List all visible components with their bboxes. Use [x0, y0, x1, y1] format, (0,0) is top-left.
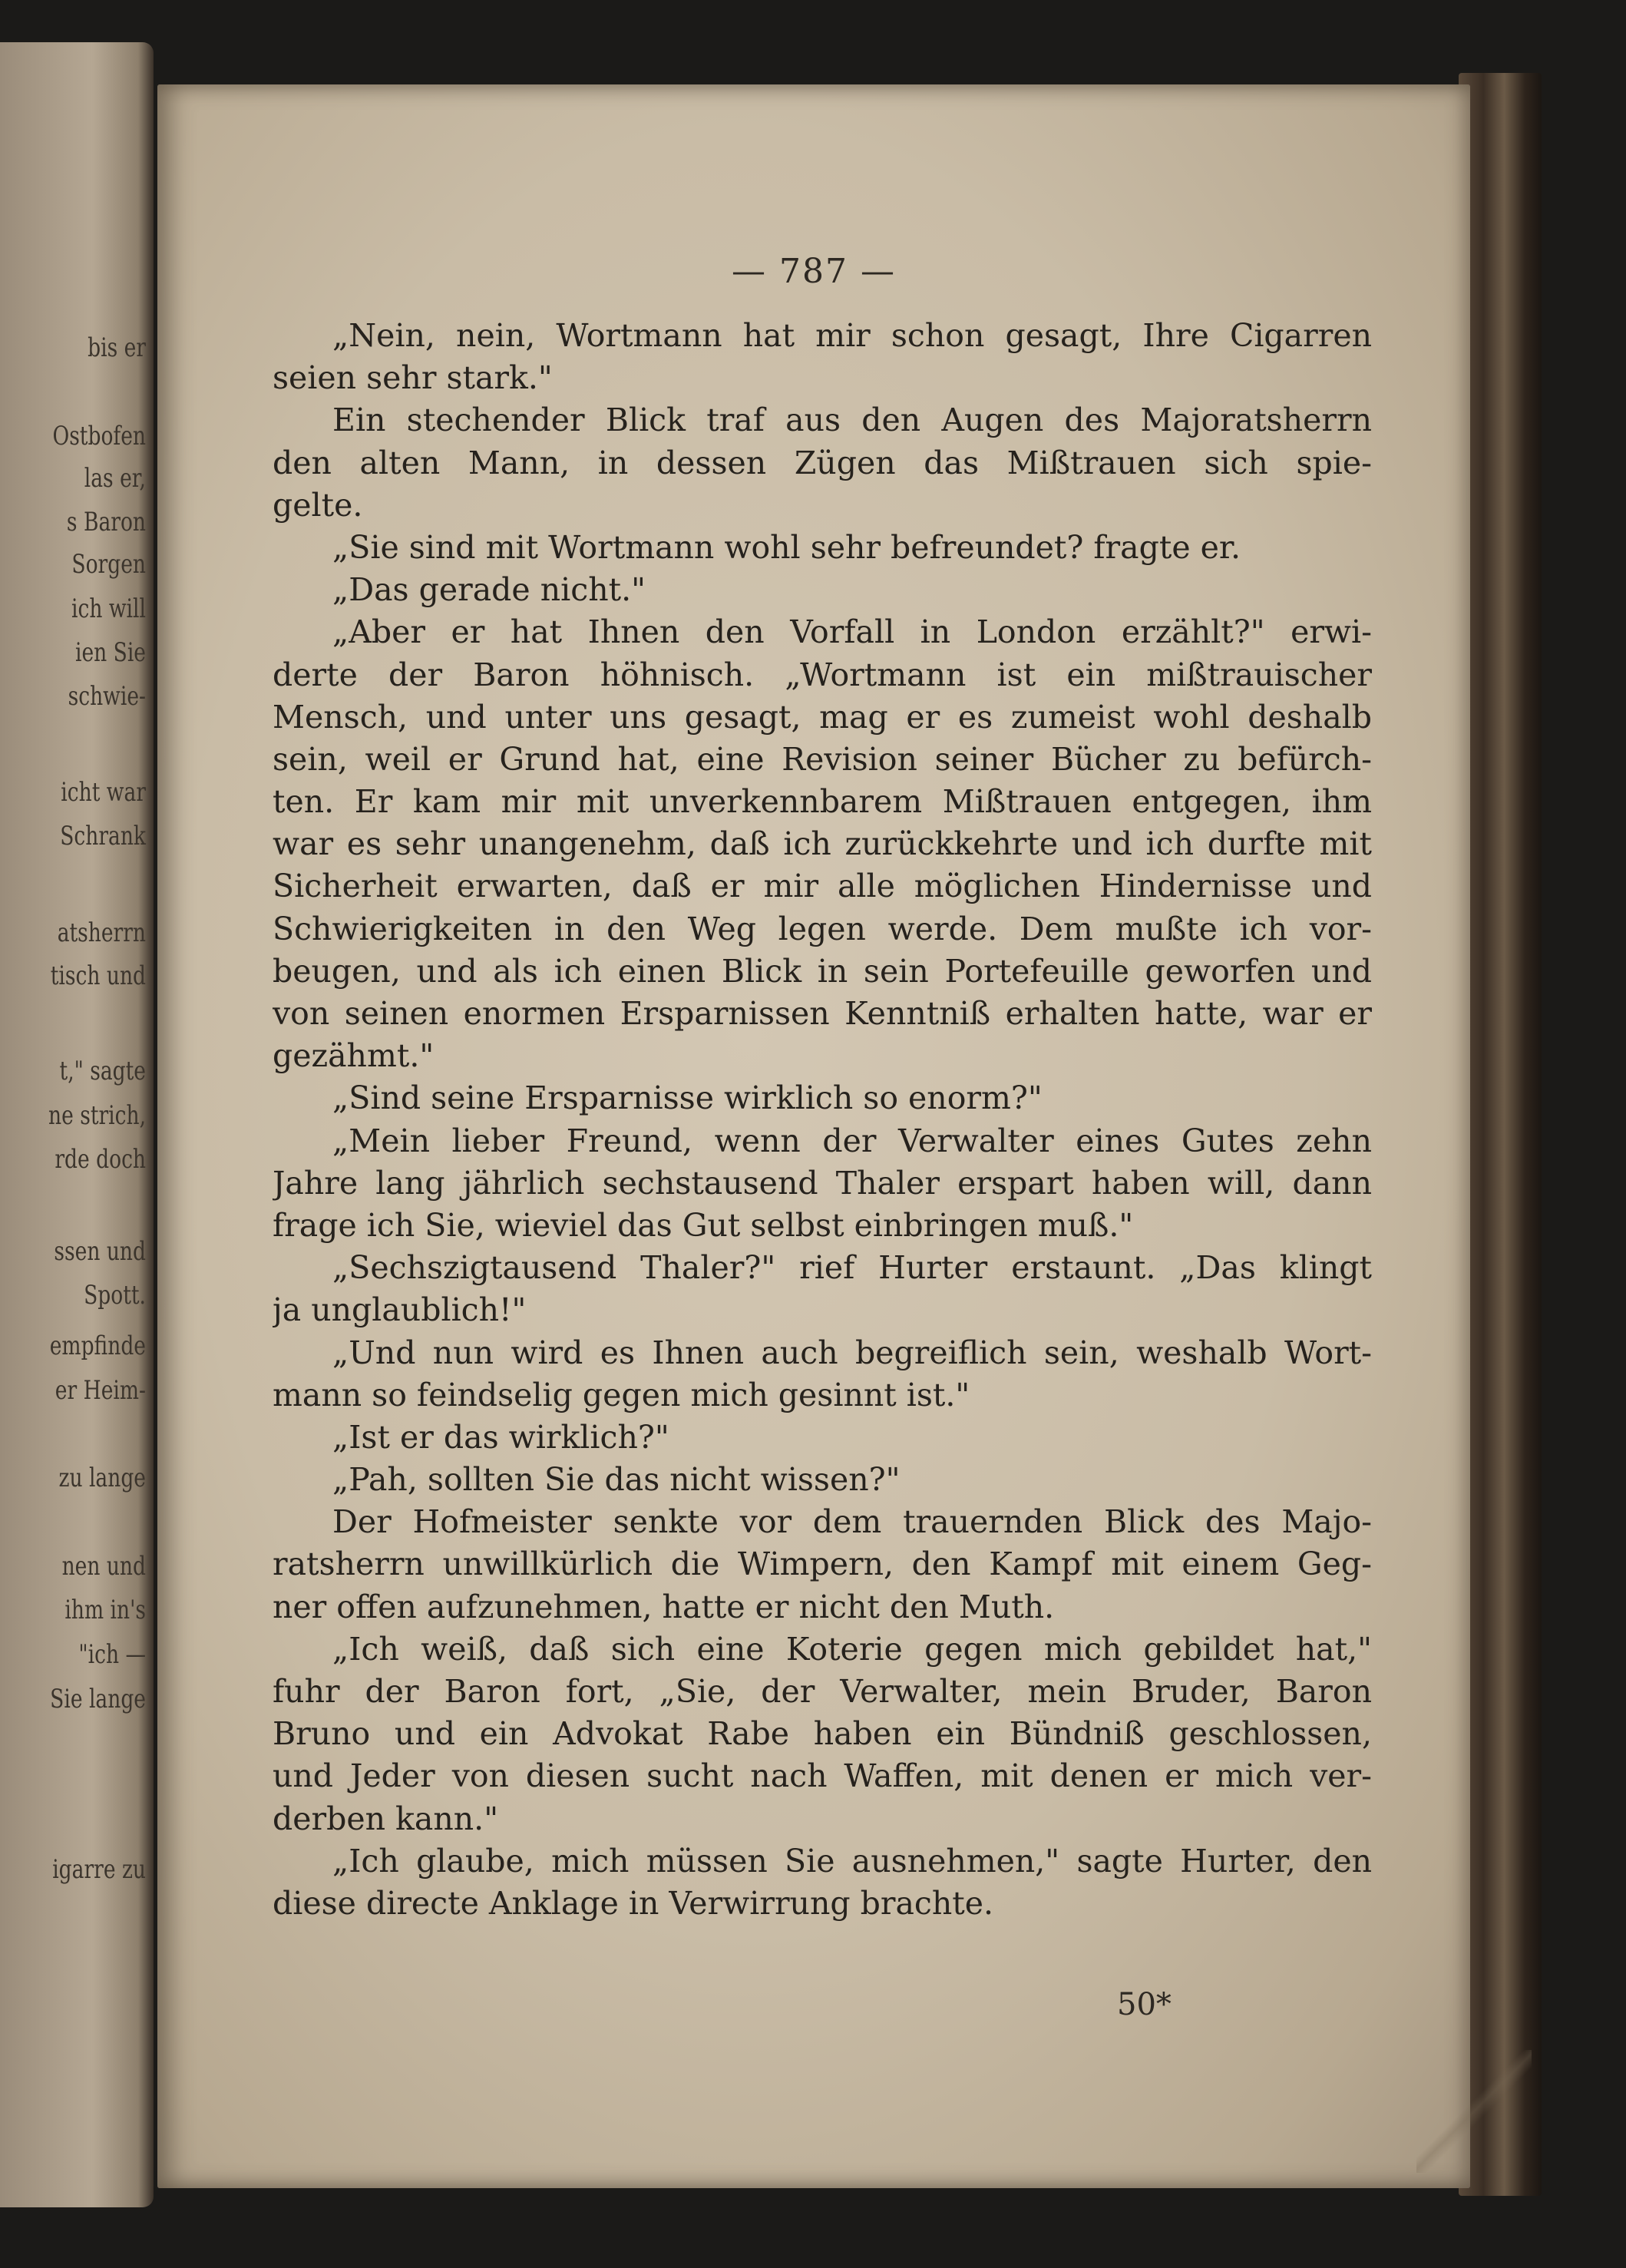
left-page-fragment: er Heim-	[55, 1375, 146, 1406]
signature-mark: 50*	[1117, 1987, 1172, 2022]
text-line: „Sechszigtausend Thaler?" rief Hurter erstaunt. „Das klingt	[332, 1249, 1372, 1287]
page-corner-fold	[1416, 2050, 1532, 2173]
text-line: sein, weil er Grund hat, eine Revision seiner Bücher zu befürch-	[273, 740, 1372, 778]
text-line: Der Hofmeister senkte vor dem trauernden Blick des Majo-	[332, 1503, 1372, 1541]
left-page-fragment: las er,	[84, 463, 146, 494]
left-page-fragment: ien Sie	[74, 637, 146, 668]
book-cover-edge	[1459, 73, 1542, 2196]
text-line: frage ich Sie, wieviel das Gut selbst einbringen muß."	[273, 1206, 1134, 1244]
text-line: mann so feindselig gegen mich gesinnt ist."	[273, 1376, 970, 1413]
text-line: gelte.	[273, 486, 363, 524]
left-page-fragment: rde doch	[55, 1144, 146, 1175]
left-facing-page	[0, 42, 154, 2207]
text-line: „Mein lieber Freund, wenn der Verwalter eines Gutes zehn	[332, 1122, 1372, 1159]
left-page-fragment: ne strich,	[48, 1100, 146, 1131]
text-line: „Ist er das wirklich?"	[332, 1418, 669, 1456]
left-page-fragment: schwie-	[68, 681, 146, 712]
left-page-fragment: "ich —	[78, 1639, 146, 1670]
left-page-fragment: ssen und	[54, 1236, 146, 1267]
text-line: den alten Mann, in dessen Zügen das Mißtrauen sich spie-	[273, 444, 1372, 481]
left-page-fragment: Schrank	[60, 821, 146, 851]
left-page-fragment: nen und	[61, 1551, 146, 1582]
text-line: „Ich weiß, daß sich eine Koterie gegen mich gebildet hat,"	[332, 1630, 1372, 1668]
text-line: Bruno und ein Advokat Rabe haben ein Bündniß geschlossen,	[273, 1715, 1372, 1753]
text-line: „Pah, sollten Sie das nicht wissen?"	[332, 1461, 901, 1499]
text-line: ja unglaublich!"	[273, 1291, 527, 1329]
left-page-fragment: Ostbofen	[52, 421, 146, 451]
text-line: Sicherheit erwarten, daß er mir alle möglichen Hindernisse und	[273, 868, 1372, 905]
text-line: „Sind seine Ersparnisse wirklich so enorm?"	[332, 1079, 1043, 1117]
left-page-fragment: zu lange	[58, 1463, 146, 1493]
text-line: Ein stechender Blick traf aus den Augen des Majoratsherrn	[332, 402, 1372, 439]
text-line: „Nein, nein, Wortmann hat mir schon gesagt, Ihre Cigarren	[332, 317, 1372, 354]
text-line: und Jeder von diesen sucht nach Waffen, mit denen er mich ver-	[273, 1757, 1372, 1795]
text-line: „Sie sind mit Wortmann wohl sehr befreundet? fragte er.	[332, 528, 1241, 566]
text-line: „Aber er hat Ihnen den Vorfall in London erzählt?" erwi-	[332, 613, 1372, 651]
text-line: fuhr der Baron fort, „Sie, der Verwalter, mein Bruder, Baron	[273, 1673, 1372, 1710]
text-line: „Ich glaube, mich müssen Sie ausnehmen," sagte Hurter, den	[332, 1842, 1372, 1880]
left-page-fragment: s Baron	[66, 507, 146, 537]
text-line: derte der Baron höhnisch. „Wortmann ist ein mißtrauischer	[273, 656, 1372, 693]
text-line: derben kann."	[273, 1800, 499, 1837]
text-line: seien sehr stark."	[273, 359, 553, 397]
left-page-fragment: ihm in's	[64, 1595, 146, 1625]
text-line: von seinen enormen Ersparnissen Kenntniß erhalten hatte, war er	[273, 995, 1372, 1032]
text-line: Mensch, und unter uns gesagt, mag er es zumeist wohl deshalb	[273, 698, 1372, 736]
page-number: — 787 —	[732, 252, 896, 291]
text-line: war es sehr unangenehm, daß ich zurückkehrte und ich durfte mit	[273, 825, 1372, 863]
page-body-text	[273, 315, 1372, 1925]
left-page-fragment: bis er	[88, 332, 146, 363]
left-page-fragment: tisch und	[50, 960, 146, 991]
left-page-fragment: empfinde	[49, 1331, 146, 1361]
left-page-fragment: Spott.	[84, 1280, 146, 1311]
text-line: Jahre lang jährlich sechstausend Thaler erspart haben will, dann	[273, 1164, 1372, 1202]
text-line: beugen, und als ich einen Blick in sein Portefeuille geworfen und	[273, 952, 1372, 990]
text-line: „Das gerade nicht."	[332, 571, 646, 609]
text-line: ner offen aufzunehmen, hatte er nicht den Muth.	[273, 1588, 1055, 1625]
left-page-fragment: icht war	[61, 777, 146, 808]
text-line: gezähmt."	[273, 1037, 435, 1075]
left-page-fragment: t," sagte	[59, 1056, 146, 1086]
left-page-fragment: ich will	[71, 593, 146, 624]
text-line: ten. Er kam mir mit unverkennbarem Mißtrauen entgegen, ihm	[273, 783, 1372, 821]
left-page-fragment: igarre zu	[52, 1854, 146, 1885]
text-line: Schwierigkeiten in den Weg legen werde. Dem mußte ich vor-	[273, 910, 1372, 947]
left-page-fragment: Sorgen	[71, 549, 146, 580]
text-line: ratsherrn unwillkürlich die Wimpern, den Kampf mit einem Geg-	[273, 1546, 1372, 1583]
book-page	[157, 84, 1470, 2188]
left-page-fragment: Sie lange	[50, 1684, 146, 1714]
left-page-fragment: atsherrn	[57, 917, 146, 948]
text-line: diese directe Anklage in Verwirrung brachte.	[273, 1884, 994, 1922]
text-line: „Und nun wird es Ihnen auch begreiflich sein, weshalb Wort-	[332, 1334, 1372, 1371]
